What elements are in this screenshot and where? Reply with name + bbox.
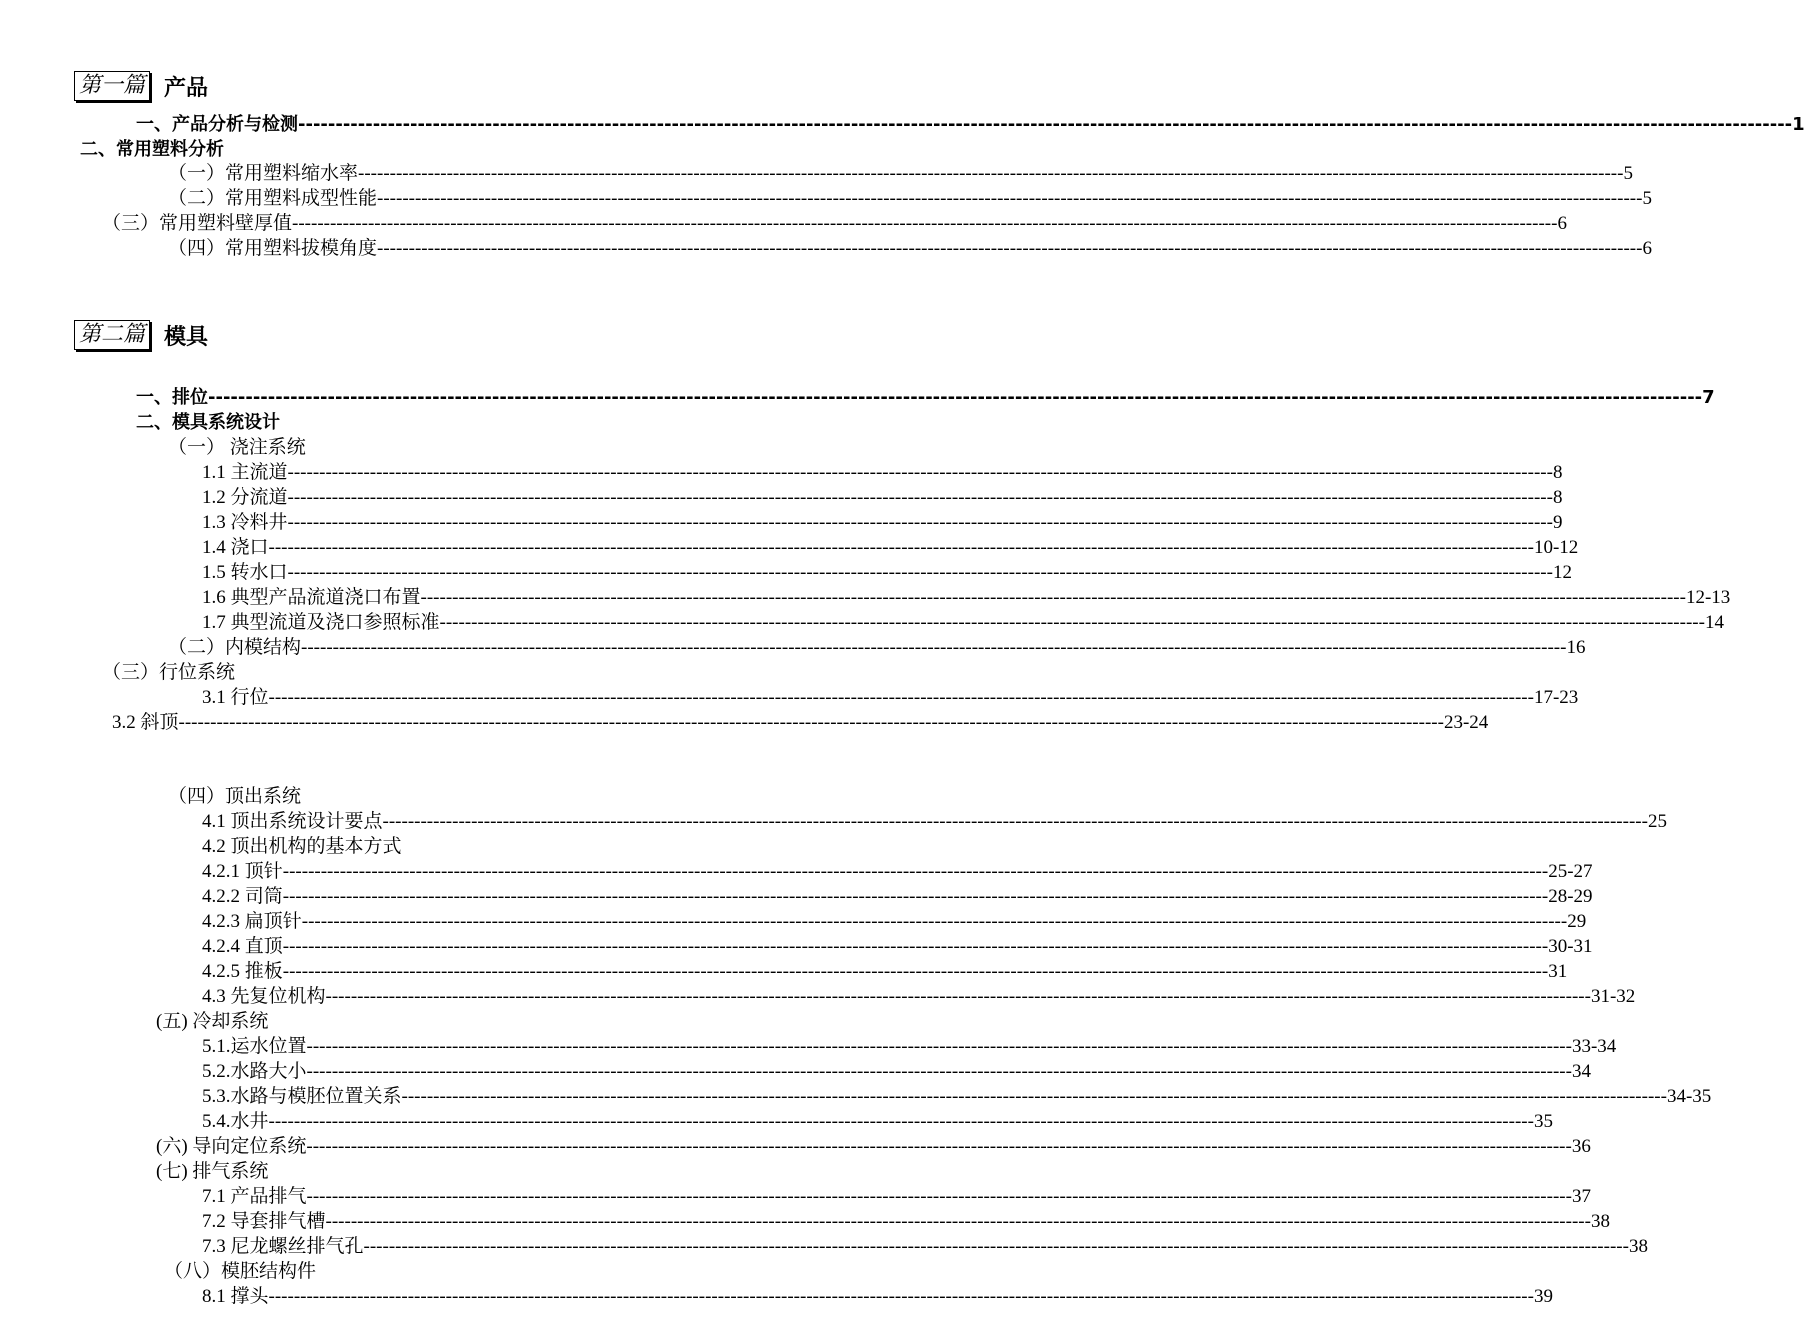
toc-entry-title: 1.5 转水口 (202, 562, 288, 583)
toc-entry (202, 809, 1667, 834)
toc-entry-title: 一、产品分析与检测 (136, 114, 298, 135)
toc-entry (202, 1109, 1553, 1134)
toc-entry-title: （三）常用塑料壁厚值 (102, 213, 293, 234)
toc-entry-title: 4.2.4 直顶 (202, 936, 283, 957)
toc-entry-title: 二、常用塑料分析 (80, 139, 224, 160)
toc-entry (202, 884, 1593, 909)
toc-entry (202, 535, 1579, 560)
toc-entry-title: （八）模胚结构件 (164, 1261, 317, 1282)
toc-leader: -------------------------------------------------------------------------------------------------------------------------------------------------------------------------------------------------------- (178, 712, 1444, 733)
toc-leader: -------------------------------------------------------------------------------------------------------------------------------------------------------------------------------------------------------- (287, 487, 1553, 508)
toc-page-number: 25-27 (1548, 861, 1593, 882)
toc-entry (202, 685, 1579, 710)
toc-page-number: 30-31 (1548, 936, 1593, 957)
toc-entry-title: 一、排位 (136, 387, 208, 408)
toc-entry (202, 1084, 1712, 1109)
toc-entry (202, 859, 1593, 884)
toc-entry-title: (五) 冷却系统 (156, 1011, 269, 1032)
toc-entry-title: 1.3 冷料井 (202, 512, 288, 533)
toc-leader: -------------------------------------------------------------------------------------------------------------------------------------------------------------------------------------------------------- (439, 612, 1705, 633)
toc-entry (202, 1284, 1553, 1309)
toc-page-number: 6 (1642, 238, 1652, 259)
toc-entry-title: （二）常用塑料成型性能 (168, 188, 378, 209)
toc-entry-title: 1.1 主流道 (202, 462, 288, 483)
toc-entry (202, 1034, 1617, 1059)
toc-leader: -------------------------------------------------------------------------------------------------------------------------------------------------------------------------------------------------------- (325, 986, 1591, 1007)
toc-entry-title: （一）常用塑料缩水率 (168, 163, 359, 184)
toc-leader: -------------------------------------------------------------------------------------------------------------------------------------------------------------------------------------------------------- (268, 1286, 1534, 1307)
toc-leader: -------------------------------------------------------------------------------------------------------------------------------------------------------------------------------------------------------- (282, 886, 1549, 907)
toc-entry-title: （四）顶出系统 (168, 786, 302, 807)
toc-page-number: 31-32 (1590, 986, 1636, 1007)
toc-entry (202, 834, 402, 859)
toc-entry-title: 5.3.水路与模胚位置关系 (202, 1086, 402, 1107)
toc-entry (202, 1209, 1610, 1234)
toc-entry-title: 4.1 顶出系统设计要点 (202, 811, 383, 832)
toc-entry (168, 236, 1652, 261)
toc-page-number: 8 (1552, 462, 1563, 483)
toc-entry-title: 4.3 先复位机构 (202, 986, 326, 1007)
toc-entry-title: （四）常用塑料拔模角度 (168, 238, 378, 259)
toc-page-number: 9 (1552, 512, 1563, 533)
toc-entry (202, 959, 1568, 984)
toc-entry-title: 1.6 典型产品流道浇口布置 (202, 587, 421, 608)
toc-leader: -------------------------------------------------------------------------------------------------------------------------------------------------------------------------------------------------------- (377, 188, 1643, 209)
toc-leader: -------------------------------------------------------------------------------------------------------------------------------------------------------------------------------------------------------- (420, 587, 1686, 608)
toc-page-number: 8 (1552, 487, 1563, 508)
toc-leader: -------------------------------------------------------------------------------------------------------------------------------------------------------------------------------------------------------- (282, 961, 1549, 982)
toc-entry-title: 5.4.水井 (202, 1111, 269, 1132)
toc-entry-title: (六) 导向定位系统 (156, 1136, 307, 1157)
part-heading (74, 319, 208, 351)
toc-leader: -------------------------------------------------------------------------------------------------------------------------------------------------------------------------------------------------------- (306, 1136, 1572, 1157)
toc-page-number: 37 (1571, 1186, 1591, 1207)
toc-page-number: 7 (1702, 387, 1715, 408)
toc-leader: -------------------------------------------------------------------------------------------------------------------------------------------------------------------------------------------------------- (282, 861, 1549, 882)
toc-page-number: 31 (1548, 961, 1568, 982)
toc-leader: -------------------------------------------------------------------------------------------------------------------------------------------------------------------------------------------------------- (208, 387, 1703, 408)
toc-entry (168, 435, 306, 460)
toc-entry-title: 4.2.3 扁顶针 (202, 911, 302, 932)
toc-page-number: 12-13 (1685, 587, 1731, 608)
toc-entry-title: 4.2.5 推板 (202, 961, 283, 982)
toc-page-number: 39 (1533, 1286, 1553, 1307)
toc-leader: -------------------------------------------------------------------------------------------------------------------------------------------------------------------------------------------------------- (306, 1036, 1572, 1057)
toc-page-number: 35 (1533, 1111, 1553, 1132)
toc-entry (136, 410, 280, 435)
toc-entry-title: 7.1 产品排气 (202, 1186, 307, 1207)
toc-entry (102, 660, 235, 685)
toc-leader: -------------------------------------------------------------------------------------------------------------------------------------------------------------------------------------------------------- (287, 512, 1553, 533)
toc-entry-title: 4.2.1 顶针 (202, 861, 283, 882)
toc-entry (136, 112, 1805, 137)
toc-entry-title: 4.2 顶出机构的基本方式 (202, 836, 402, 857)
toc-entry (164, 1259, 316, 1284)
toc-entry-title: 5.2.水路大小 (202, 1061, 307, 1082)
toc-leader: -------------------------------------------------------------------------------------------------------------------------------------------------------------------------------------------------------- (382, 811, 1648, 832)
toc-page-number: 28-29 (1548, 886, 1593, 907)
toc-page-number: 38 (1628, 1236, 1648, 1257)
toc-entry (156, 1009, 268, 1034)
toc-entry-title: 1.7 典型流道及浇口参照标准 (202, 612, 440, 633)
toc-entry-title: 8.1 撑头 (202, 1286, 269, 1307)
toc-leader: -------------------------------------------------------------------------------------------------------------------------------------------------------------------------------------------------------- (287, 462, 1553, 483)
toc-entry (168, 635, 1586, 660)
toc-page-number: 14 (1704, 612, 1724, 633)
toc-entry-title: 3.2 斜顶 (112, 712, 179, 733)
toc-entry-title: 1.4 浇口 (202, 537, 269, 558)
toc-entry-title: 4.2.2 司筒 (202, 886, 283, 907)
toc-entry (202, 1059, 1591, 1084)
part-title: 模具 (164, 324, 209, 350)
toc-entry (202, 585, 1731, 610)
toc-page-number: 1 (1792, 114, 1805, 135)
toc-entry (168, 161, 1633, 186)
toc-entry (168, 784, 301, 809)
toc-entry (156, 1159, 268, 1184)
toc-entry-title: （二）内模结构 (168, 637, 302, 658)
part-label: 第一篇 (74, 71, 150, 101)
toc-leader: -------------------------------------------------------------------------------------------------------------------------------------------------------------------------------------------------------- (377, 238, 1643, 259)
toc-page-number: 25 (1647, 811, 1667, 832)
toc-entry-title: 7.2 导套排气槽 (202, 1211, 326, 1232)
toc-leader: -------------------------------------------------------------------------------------------------------------------------------------------------------------------------------------------------------- (282, 936, 1549, 957)
toc-entry (202, 909, 1587, 934)
part-heading (74, 70, 208, 102)
toc-entry (202, 934, 1593, 959)
toc-leader: -------------------------------------------------------------------------------------------------------------------------------------------------------------------------------------------------------- (325, 1211, 1591, 1232)
part-title: 产品 (164, 75, 209, 101)
toc-entry (156, 1134, 1591, 1159)
toc-entry (168, 186, 1652, 211)
toc-page-number: 33-34 (1571, 1036, 1617, 1057)
toc-entry-title: （一） 浇注系统 (168, 437, 306, 458)
toc-page-number: 5 (1623, 163, 1633, 184)
toc-leader: -------------------------------------------------------------------------------------------------------------------------------------------------------------------------------------------------------- (306, 1061, 1572, 1082)
toc-leader: -------------------------------------------------------------------------------------------------------------------------------------------------------------------------------------------------------- (401, 1086, 1667, 1107)
toc-page-number: 34 (1571, 1061, 1591, 1082)
toc-entry-title: 7.3 尼龙螺丝排气孔 (202, 1236, 364, 1257)
toc-leader: -------------------------------------------------------------------------------------------------------------------------------------------------------------------------------------------------------- (358, 163, 1624, 184)
toc-page-number: 16 (1566, 637, 1586, 658)
toc-entry-title: （三）行位系统 (102, 662, 236, 683)
toc-page-number: 34-35 (1666, 1086, 1712, 1107)
toc-page-number: 10-12 (1533, 537, 1579, 558)
toc-leader: -------------------------------------------------------------------------------------------------------------------------------------------------------------------------------------------------------- (268, 1111, 1534, 1132)
toc-leader: -------------------------------------------------------------------------------------------------------------------------------------------------------------------------------------------------------- (292, 213, 1558, 234)
toc-page-number: 5 (1642, 188, 1652, 209)
toc-page-number: 36 (1571, 1136, 1591, 1157)
toc-entry (202, 1184, 1591, 1209)
toc-page-number: 38 (1590, 1211, 1610, 1232)
toc-entry (202, 1234, 1648, 1259)
toc-leader: -------------------------------------------------------------------------------------------------------------------------------------------------------------------------------------------------------- (301, 911, 1568, 932)
toc-page-number: 12 (1552, 562, 1572, 583)
toc-page-number: 17-23 (1533, 687, 1579, 708)
toc-leader: -------------------------------------------------------------------------------------------------------------------------------------------------------------------------------------------------------- (363, 1236, 1629, 1257)
toc-entry-title: 3.1 行位 (202, 687, 269, 708)
toc-entry-title: 1.2 分流道 (202, 487, 288, 508)
toc-entry (80, 137, 224, 162)
toc-entry (102, 211, 1567, 236)
toc-leader: -------------------------------------------------------------------------------------------------------------------------------------------------------------------------------------------------------- (287, 562, 1553, 583)
toc-entry (202, 485, 1563, 510)
toc-entry-title: 二、模具系统设计 (136, 412, 280, 433)
toc-page-number: 23-24 (1443, 712, 1489, 733)
toc-leader: -------------------------------------------------------------------------------------------------------------------------------------------------------------------------------------------------------- (298, 114, 1793, 135)
toc-entry (202, 610, 1724, 635)
toc-leader: -------------------------------------------------------------------------------------------------------------------------------------------------------------------------------------------------------- (301, 637, 1567, 658)
toc-leader: -------------------------------------------------------------------------------------------------------------------------------------------------------------------------------------------------------- (306, 1186, 1572, 1207)
toc-leader: -------------------------------------------------------------------------------------------------------------------------------------------------------------------------------------------------------- (268, 537, 1534, 558)
toc-entry (202, 984, 1636, 1009)
toc-entry (112, 710, 1489, 735)
toc-entry-title: (七) 排气系统 (156, 1161, 269, 1182)
toc-page-number: 29 (1567, 911, 1587, 932)
toc-entry (202, 460, 1563, 485)
toc-entry-title: 5.1.运水位置 (202, 1036, 307, 1057)
part-label: 第二篇 (74, 320, 150, 350)
toc-entry (202, 510, 1563, 535)
toc-entry (202, 560, 1572, 585)
toc-leader: -------------------------------------------------------------------------------------------------------------------------------------------------------------------------------------------------------- (268, 687, 1534, 708)
toc-page-number: 6 (1557, 213, 1567, 234)
toc-entry (136, 385, 1715, 410)
